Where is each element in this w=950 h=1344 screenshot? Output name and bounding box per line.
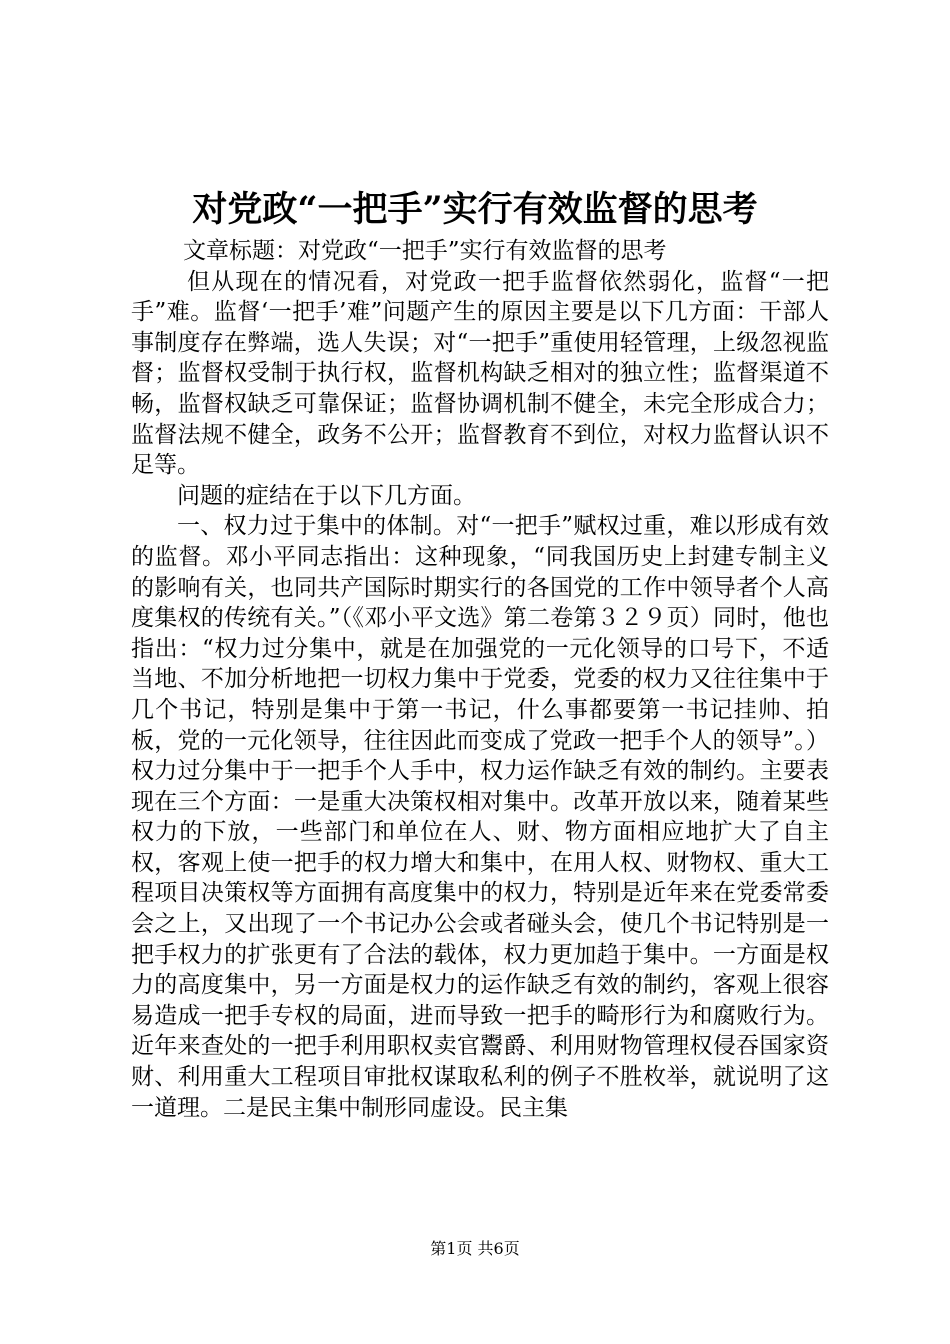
paragraph: 问题的症结在于以下几方面。 bbox=[177, 482, 476, 509]
paragraph: 但从现在的情况看，对党政一把手监督依然弱化，监督“一把手”难。监督‘一把手’难”问题产生的原因主要是以下几方面：干部人事制度存在弊端，选人失误；对“一把手”重使用轻管理，上级忽视监督；监督权受制于执行权，监督机构缺乏相对的独立性；监督渠道不畅，监督权缺乏可靠保证；监督协调机制不健全，未完全形成合力；监督法规不健全，政务不公开；监督教育不到位，对权力监督认识不足等。 bbox=[131, 268, 829, 479]
article-title-line: 文章标题：对党政“一把手”实行有效监督的思考 bbox=[183, 238, 667, 264]
page-footer: 第1页 共6页 bbox=[430, 1239, 520, 1258]
document-body bbox=[131, 236, 829, 1123]
document-title: 对党政“一把手”实行有效监督的思考 bbox=[192, 189, 758, 230]
paragraph: 一、权力过于集中的体制。对“一把手”赋权过重，难以形成有效的监督。邓小平同志指出：这种现象，“同我国历史上封建专制主义的影响有关，也同共产国际时期实行的各国党的工作中领导者个人高度集权的传统有关。”（《邓小平文选》第二卷第３２９页）同时，他也指出：“权力过分集中，就是在加强党的一元化领导的口号下，不适当地、不加分析地把一切权力集中于党委，党委的权力又往往集中于几个书记，特别是集中于第一书记，什么事都要第一书记挂帅、拍板，党的一元化领导，往往因此而变成了党政一把手个人的领导”。）权力过分集中于一把手个人手中，权力运作缺乏有效的制约。主要表现在三个方面：一是重大决策权相对集中。改革开放以来，随着某些权力的下放，一些部门和单位在人、财、物方面相应地扩大了自主权，客观上使一把手的权力增大和集中，在用人权、财物权、重大工程项目决策权等方面拥有高度集中的权力，特别是近年来在党委常委会之上，又出现了一个书记办公会或者碰头会，使几个书记特别是一把手权力的扩张更有了合法的载体，权力更加趋于集中。一方面是权力的高度集中，另一方面是权力的运作缺乏有效的制约，客观上很容易造成一把手专权的局面，进而导致一把手的畸形行为和腐败行为。近年来查处的一把手利用职权卖官鬻爵、利用财物管理权侵吞国家资财、利用重大工程项目审批权谋取私利的例子不胜枚举，就说明了这一道理。二是民主集中制形同虚设。民主集 bbox=[131, 513, 829, 1121]
